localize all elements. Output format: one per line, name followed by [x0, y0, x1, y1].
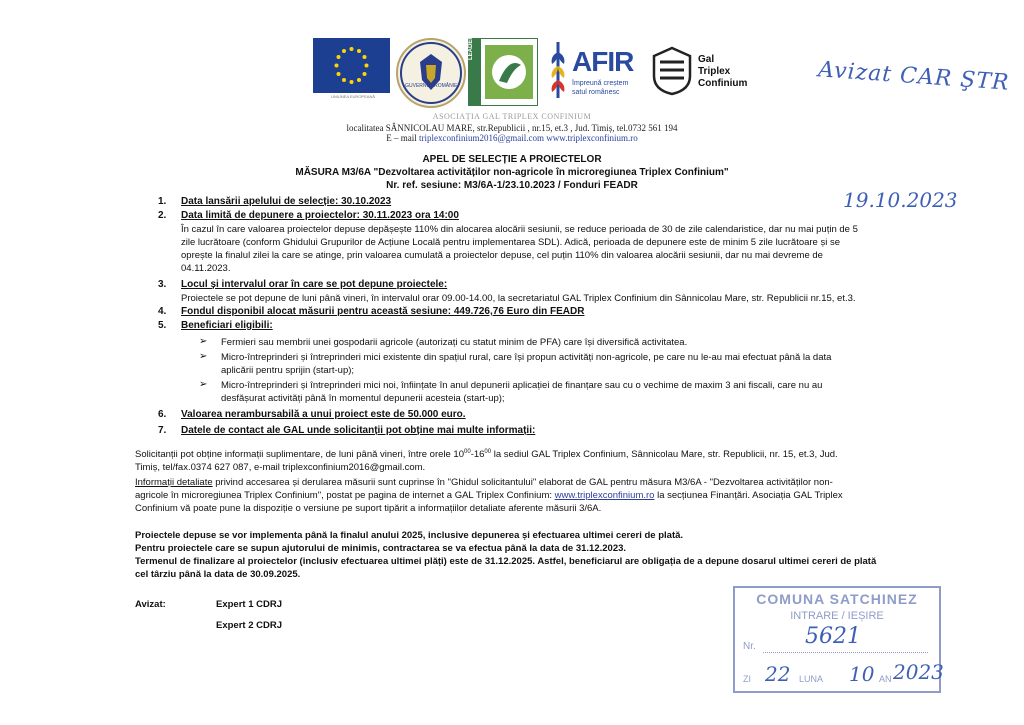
deadline-line: zile lucrătoare (conform Ghidului Grupurilor de Acțiune Locală pentru implementarea SDL). Adică, perioada de depunere este de minim 5 zile lucrătoare și se [181, 237, 841, 248]
bullet-icon: ➢ [199, 351, 208, 362]
registry-stamp [733, 586, 944, 693]
romania-logo-text: GUVERNUL ROMÂNIEI [405, 83, 459, 89]
stamp-luna-value: 10 [849, 662, 875, 686]
stamp-an-label: AN [879, 674, 892, 684]
stamp-zi-label: ZI [743, 674, 751, 684]
beneficiary-farmers: Fermieri sau membrii unei gospodarii agricole (autorizați cu statut minim de PFA) care își diversifică activitatea. [221, 337, 688, 348]
website-link[interactable]: triplexconfinium.ro [567, 133, 638, 143]
stamp-an-value: 2023 [893, 660, 944, 684]
item-grant-value: Valoarea nerambursabilă a unui proiect este de 50.000 euro. [181, 409, 466, 420]
stamp-zi-value: 22 [765, 662, 791, 686]
item-location: Locul și intervalul orar în care se pot depune proiectele: [181, 279, 448, 290]
association-name: ASOCIAȚIA GAL TRIPLEX CONFINIUM [432, 112, 592, 121]
detailed-info-paragraph [135, 476, 945, 515]
closing-line: Pentru proiectele care se supun ajutorului de minimis, contractarea se va efectua până la data de 31.12.2023. [135, 543, 627, 554]
leader-text: LEADER [468, 35, 474, 60]
eu-flag-logo [313, 38, 390, 93]
afir-tagline-1: împreună creștem [572, 80, 629, 87]
stamp-nr-label: Nr. [743, 641, 756, 652]
closing-line: cel târziu până la data de 30.09.2025. [135, 569, 301, 580]
association-address: localitatea SÂNNICOLAU MARE, str.Republicii , nr.15, et.3 , Jud. Timiș, tel.0732 561 194 [346, 123, 678, 133]
info-line: Confinium vă poate pune la dispoziție o versiune pe suport tipărit a informațiilor detaliate aferente măsurii 3/6A. [135, 503, 602, 514]
romania-government-logo [396, 38, 466, 108]
beneficiary-existing-enterprises [221, 352, 921, 377]
item-number: 4. [158, 306, 167, 317]
item-launch-date: Data lansării apelului de selecție: 30.10.2023 [181, 196, 392, 207]
item-number: 2. [158, 210, 167, 221]
gal-logo-line1: Gal [698, 54, 715, 65]
stamp-nr-value: 5621 [805, 624, 861, 649]
beneficiary-line: Micro-întreprinderi și întreprinderi mici existente din spațiul rural, care își propun activități non-agricole, pe care nu le-au mai efectuat până la data [221, 352, 832, 363]
afir-logo [546, 38, 641, 104]
handwritten-approval-note: Avizat CAR ŞTR [817, 57, 1011, 96]
contact-text: -16 [470, 449, 485, 461]
bullet-icon: ➢ [199, 379, 208, 390]
info-text: agricole în microregiunea Triplex Confinium", postat pe pagina de internet a GAL Triplex Confinium: [135, 490, 555, 501]
gal-triplex-confinium-logo [652, 38, 762, 104]
website-link[interactable]: www.triplexconfinium.ro [554, 490, 655, 501]
contact-paragraph [135, 446, 945, 474]
item-deadline: Data limită de depunere a proiectelor: 30.11.2023 ora 14:00 [181, 210, 459, 221]
eu-caption: UNIUNEA EUROPEANĂ [330, 94, 375, 99]
location-paragraph: Proiectele se pot depune de luni până vineri, în intervalul orar 09.00-14.00, la secretariatul GAL Triplex Confinium din Sânnicolau Mare, str. Republicii nr.15, et.3. [181, 293, 856, 304]
email-prefix: E – mail [386, 133, 420, 143]
www-prefix: www. [544, 133, 568, 143]
stamp-nr-line [763, 652, 928, 653]
item-beneficiaries: Beneficiari eligibili: [181, 320, 273, 331]
item-number: 1. [158, 196, 167, 207]
item-number: 3. [158, 279, 167, 290]
info-text: la secțiunea Finanțări. Asociația GAL Triplex [654, 490, 843, 501]
item-funds: Fondul disponibil alocat măsurii pentru această sesiune: 449.726,76 Euro din FEADR [181, 306, 585, 317]
expert-1: Expert 1 CDRJ [216, 599, 282, 610]
closing-line: Proiectele depuse se vor implementa până la finalul anului 2025, inclusive depunerea și efectuarea ultimei cereri de plată. [135, 530, 684, 541]
beneficiary-line: aplicării pentru sprijin (start-up); [221, 364, 355, 376]
document-title: APEL DE SELECȚIE A PROIECTELOR [422, 154, 602, 165]
approval-label: Avizat: [135, 599, 166, 610]
leader-logo [468, 38, 538, 106]
item-number: 6. [158, 409, 167, 420]
gal-logo-line2: Triplex [698, 66, 731, 77]
deadline-line: 04.11.2023. [181, 263, 231, 274]
contact-text: Solicitanții pot obține informații suplimentare, de luni până vineri, între orele 10 [135, 449, 464, 461]
association-email-line [0, 133, 1024, 143]
info-line [135, 476, 945, 489]
contact-line [135, 446, 945, 461]
stamp-title: COMUNA SATCHINEZ [756, 591, 918, 607]
contact-hour-sup: 00 [464, 449, 471, 455]
gal-logo-line3: Confinium [698, 78, 748, 89]
item-number: 5. [158, 320, 167, 331]
email-link[interactable]: triplexconfinium2016@gmail.com [419, 133, 545, 143]
deadline-paragraph [181, 223, 941, 275]
info-underlined: Informații detaliate [135, 477, 213, 488]
deadline-line: oprește la finalul zilei la care se atinge, prin valoarea cumulată a proiectelor depuse, cel puțin 110% din valoarea alocării sesiunii, dar nu mai devreme de [181, 250, 823, 261]
handwritten-date-note: 19.10.2023 [843, 188, 958, 212]
session-reference: Nr. ref. sesiune: M3/6A-1/23.10.2023 / Fonduri FEADR [386, 180, 638, 191]
afir-tagline-2: satul românesc [572, 89, 620, 96]
expert-2: Expert 2 CDRJ [216, 620, 282, 631]
beneficiary-line: Micro-întreprinderi și întreprinderi mici noi, înființate în anul depunerii aplicației de finanțare sau cu o vechime de maxim 3 ani fiscali, care nu au [221, 380, 823, 391]
bullet-icon: ➢ [199, 336, 208, 347]
contact-text: la sediul GAL Triplex Confinium, Sânnicolau Mare, str. Republicii, nr. 15, et.3, Jud. [491, 449, 838, 461]
contact-line: Timiș, tel/fax.0374 627 087, e-mail triplexconfinium2016@gmail.com. [135, 462, 426, 474]
measure-title: MĂSURA M3/6A "Dezvoltarea activităților non-agricole în microregiunea Triplex Confinium" [295, 167, 729, 178]
info-line [135, 489, 945, 502]
beneficiary-line: desfășurat activități până în momentul depunerii acesteia (start-up); [221, 392, 505, 404]
closing-paragraph [135, 529, 945, 581]
info-text: privind accesarea și derularea măsurii sunt cuprinse în "Ghidul solicitantului" elaborat de GAL pentru măsura M3/6A - "Dezvoltarea activităților non- [212, 477, 833, 488]
stamp-luna-label: LUNA [799, 674, 824, 684]
deadline-line: În cazul în care valoarea proiectelor depuse depășește 110% din alocarea alocării sesiunii, se reduce perioada de 30 de zile calendaristice, dar nu mai puțin de 5 [181, 224, 858, 235]
closing-line: Termenul de finalizare al proiectelor (inclusiv efectuarea ultimei plăți) este de 31.12.2025. Astfel, beneficiarul are obligația de a depune dosarul ultimei cereri de plată [135, 556, 877, 567]
item-contact: Datele de contact ale GAL unde solicitanții pot obține mai multe informații: [181, 425, 536, 436]
item-number: 7. [158, 425, 167, 436]
afir-name: AFIR [572, 46, 634, 77]
beneficiary-new-enterprises [221, 380, 921, 405]
contact-hour-sup: 00 [484, 449, 492, 455]
stamp-subtitle: INTRARE / IEȘIRE [790, 610, 884, 622]
